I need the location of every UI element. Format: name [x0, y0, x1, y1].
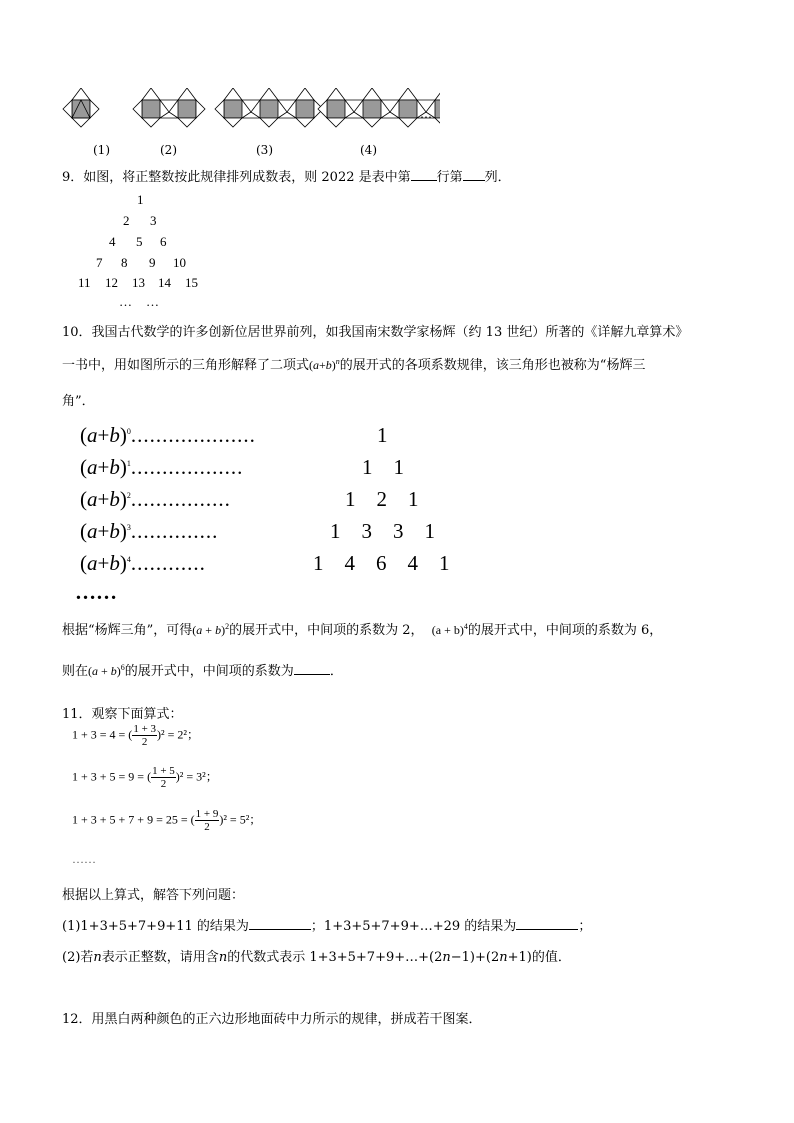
table-row-1: 1	[137, 192, 144, 207]
figure-2	[133, 88, 205, 127]
q11-ellipsis: ……	[72, 852, 96, 866]
q11-eq3: 1 + 3 + 5 + 7 + 9 = 25 = ( $\frac{1 + 9}{2}$ )² = 5²；	[72, 808, 262, 833]
pascal-ellipsis: ……	[75, 580, 117, 604]
q11-p1-blank-1[interactable]	[249, 929, 311, 930]
q9-text: 9．如图，将正整数按此规律排列成数表，则 2022 是表中第 行第 列．	[62, 170, 511, 185]
table-cell: …	[119, 294, 132, 309]
table-cell: 12	[105, 275, 118, 290]
figure-label-3: (3)	[256, 143, 273, 157]
pascal-coeffs-1: 1 1	[362, 455, 404, 479]
table-cell: 10	[173, 255, 186, 270]
figure-label-1: (1)	[93, 143, 110, 157]
table-cell: 3	[150, 213, 157, 228]
q11-p1-blank-2[interactable]	[516, 929, 578, 930]
table-cell: 13	[132, 275, 145, 290]
table-cell: 2	[123, 213, 130, 228]
q10-line3: 角”．	[62, 394, 95, 409]
q10-answer-blank[interactable]	[294, 674, 330, 675]
q11-part1: (1)1+3+5+7+9+11 的结果为 ；1+3+5+7+9+…+29 的结果为 ；	[62, 919, 592, 934]
pascal-row-3: $(a+b)^3$..............	[80, 519, 219, 543]
q11-eq1: 1 + 3 = 4 = ( $\frac{1 + 3}{2}$ )² = 2²；	[72, 723, 199, 748]
table-cell: 9	[149, 255, 156, 270]
pascal-row-1: $(a+b)^1$..................	[80, 455, 244, 479]
q11-eq2: 1 + 3 + 5 = 9 = ( $\frac{1 + 5}{2}$ )² = 3²；	[72, 765, 218, 790]
q12-text: 12．用黑白两种颜色的正六边形地面砖中力所示的规律，拼成若干图案．	[62, 1012, 482, 1027]
figure-label-2: (2)	[160, 143, 177, 157]
q11-instruction: 根据以上算式，解答下列问题：	[62, 888, 245, 903]
pascal-coeffs-4: 1 4 6 4 1	[313, 551, 450, 575]
q10-line2: 一书中，用如图所示的三角形解释了二项式$(a+b)^n$的展开式的各项系数规律，该三角形也被称为“杨辉三	[62, 357, 646, 373]
q11-title: 11．观察下面算式：	[62, 707, 183, 722]
table-cell: 7	[96, 255, 103, 270]
pascal-coeffs-3: 1 3 3 1	[330, 519, 435, 543]
pascal-row-4: $(a+b)^4$............	[80, 551, 206, 575]
table-cell: 4	[109, 234, 116, 249]
pascal-coeffs-2: 1 2 1	[345, 487, 419, 511]
q10-text1: 根据“杨辉三角”，可得$(a + b)^2$的展开式中，中间项的系数为 2， $(a + b)^4$的展开式中，中间项的系数为 6，	[62, 622, 663, 638]
figure-label-4: (4)	[360, 143, 377, 157]
table-cell: 5	[136, 234, 143, 249]
q10-text2: 则在$(a + b)^6$的展开式中，中间项的系数为 ．	[62, 663, 343, 679]
q9-blank-col[interactable]	[463, 180, 485, 181]
pascal-row-0: $(a+b)^0$....................	[80, 423, 256, 447]
q10-line1: 10．我国古代数学的许多创新位居世界前列，如我国南宋数学家杨辉（约 13 世纪）所著的《详解九章算术》	[62, 325, 689, 340]
pascal-row-2: $(a+b)^2$................	[80, 487, 231, 511]
table-cell: …	[146, 294, 159, 309]
table-cell: 8	[121, 255, 128, 270]
table-cell: 11	[78, 275, 91, 290]
q9-blank-row[interactable]	[411, 180, 437, 181]
table-cell: 15	[185, 275, 198, 290]
table-cell: 6	[160, 234, 167, 249]
figure-ellipsis: …	[420, 107, 432, 121]
figure-1	[63, 88, 99, 127]
pascal-coeffs-0: 1	[377, 423, 388, 447]
q11-part2: (2)若n表示正整数，请用含n的代数式表示 1+3+5+7+9+…+(2n−1)+(2n+1)的值．	[62, 950, 571, 965]
table-cell: 14	[158, 275, 171, 290]
figure-3	[215, 88, 323, 127]
pattern-figures	[60, 88, 440, 136]
